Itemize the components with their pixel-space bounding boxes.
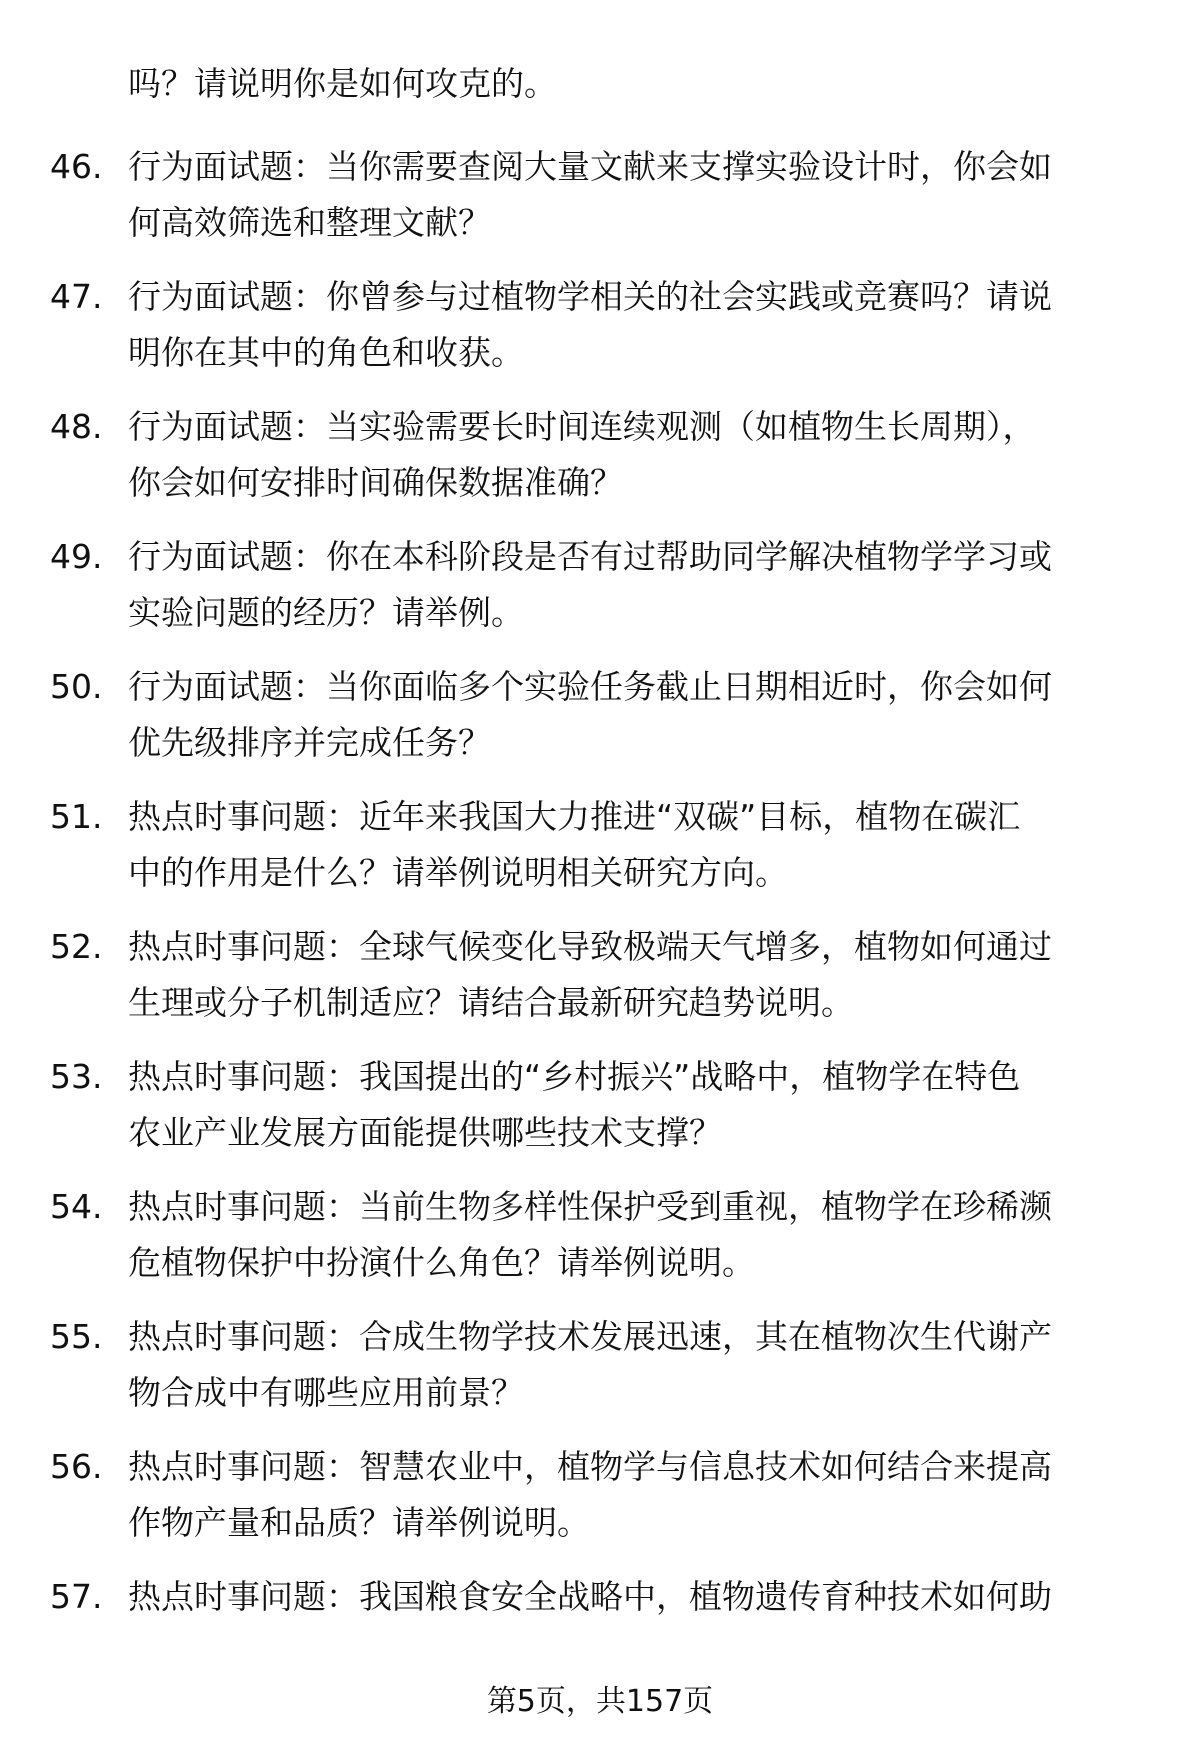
item-text-line2: 你会如何安排时间确保数据准确？ xyxy=(128,463,623,502)
list-item xyxy=(0,789,1200,919)
list-item xyxy=(0,529,1200,659)
item-text-line2: 实验问题的经历？请举例。 xyxy=(128,593,524,632)
item-text-line2: 何高效筛选和整理文献？ xyxy=(128,203,491,242)
list-item xyxy=(0,659,1200,789)
list-item xyxy=(0,1439,1200,1569)
item-text-line1: 行为面试题：当你需要查阅大量文献来支撑实验设计时，你会如 xyxy=(128,147,1052,186)
item-text-line1: 行为面试题：你曾参与过植物学相关的社会实践或竞赛吗？请说 xyxy=(128,277,1052,316)
question-list xyxy=(0,139,1200,1699)
carryover-line: 吗？请说明你是如何攻克的。 xyxy=(128,64,557,103)
item-text-line2: 中的作用是什么？请举例说明相关研究方向。 xyxy=(128,853,788,892)
list-item xyxy=(0,1049,1200,1179)
item-text-line1: 热点时事问题：我国提出的“乡村振兴”战略中，植物学在特色 xyxy=(128,1057,1021,1096)
list-item xyxy=(0,1309,1200,1439)
item-text-line1: 行为面试题：当实验需要长时间连续观测（如植物生长周期）， xyxy=(128,407,1036,446)
item-text-line2: 优先级排序并完成任务？ xyxy=(128,723,491,762)
item-text-line2: 生理或分子机制适应？请结合最新研究趋势说明。 xyxy=(128,983,854,1022)
item-number: 47. xyxy=(50,277,103,316)
item-number: 46. xyxy=(50,147,103,186)
item-text-line1: 热点时事问题：当前生物多样性保护受到重视，植物学在珍稀濒 xyxy=(128,1187,1052,1226)
item-number: 52. xyxy=(50,927,103,966)
item-text-line2: 作物产量和品质？请举例说明。 xyxy=(128,1503,590,1542)
item-number: 55. xyxy=(50,1317,103,1356)
item-number: 49. xyxy=(50,537,103,576)
item-text-line2: 农业产业发展方面能提供哪些技术支撑？ xyxy=(128,1113,722,1152)
item-text-line1: 热点时事问题：近年来我国大力推进“双碳”目标，植物在碳汇 xyxy=(128,797,1021,836)
list-item xyxy=(0,269,1200,399)
list-item xyxy=(0,139,1200,269)
item-text-line1: 热点时事问题：全球气候变化导致极端天气增多，植物如何通过 xyxy=(128,927,1052,966)
item-text-line2: 明你在其中的角色和收获。 xyxy=(128,333,524,372)
item-text-line2: 物合成中有哪些应用前景？ xyxy=(128,1373,524,1412)
item-text-line2: 危植物保护中扮演什么角色？请举例说明。 xyxy=(128,1243,755,1282)
list-item xyxy=(0,399,1200,529)
item-text-line1: 行为面试题：当你面临多个实验任务截止日期相近时，你会如何 xyxy=(128,667,1052,706)
item-text-line1: 热点时事问题：我国粮食安全战略中，植物遗传育种技术如何助 xyxy=(128,1577,1052,1616)
item-number: 54. xyxy=(50,1187,103,1226)
page-number-footer: 第5页，共157页 xyxy=(486,1684,714,1719)
item-number: 53. xyxy=(50,1057,103,1096)
item-number: 57. xyxy=(50,1577,103,1616)
item-number: 48. xyxy=(50,407,103,446)
list-item xyxy=(0,1179,1200,1309)
item-text-line1: 行为面试题：你在本科阶段是否有过帮助同学解决植物学学习或 xyxy=(128,537,1052,576)
item-text-line1: 热点时事问题：智慧农业中，植物学与信息技术如何结合来提高 xyxy=(128,1447,1052,1486)
item-number: 51. xyxy=(50,797,103,836)
item-number: 50. xyxy=(50,667,103,706)
item-number: 56. xyxy=(50,1447,103,1486)
item-text-line1: 热点时事问题：合成生物学技术发展迅速，其在植物次生代谢产 xyxy=(128,1317,1052,1356)
list-item xyxy=(0,919,1200,1049)
